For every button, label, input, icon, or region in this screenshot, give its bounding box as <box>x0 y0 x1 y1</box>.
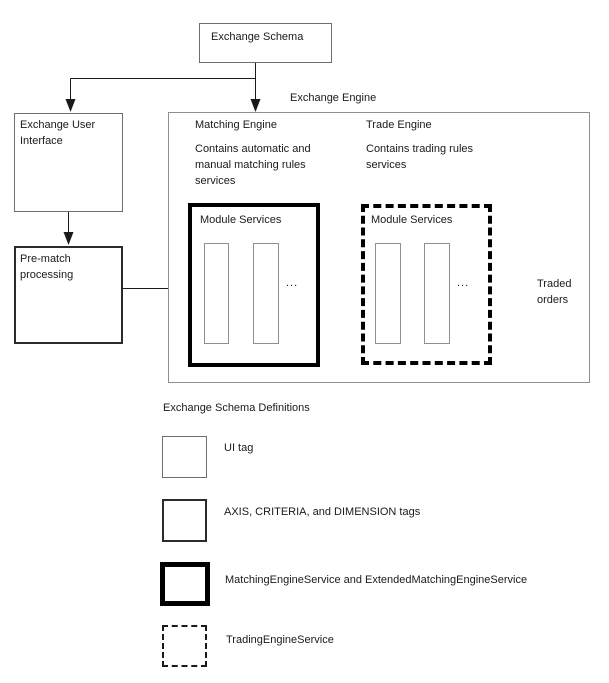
legend-swatch-matching-engine-service <box>160 562 210 606</box>
trade-ellipsis: ... <box>457 277 470 289</box>
matching-service-rect-1 <box>204 243 229 344</box>
matching-ellipsis: ... <box>286 277 299 289</box>
exchange-schema-label: Exchange Schema <box>211 31 304 43</box>
legend-swatch-axis-criteria-dimension <box>162 499 207 542</box>
trade-engine-title: Trade Engine <box>366 119 432 131</box>
legend-label-trading-engine-service: TradingEngineService <box>226 634 334 646</box>
legend-label-axis-criteria-dimension: AXIS, CRITERIA, and DIMENSION tags <box>224 506 421 518</box>
exchange-engine-label: Exchange Engine <box>290 92 377 104</box>
legend-label-ui-tag: UI tag <box>224 442 254 454</box>
arrowhead-to-prematch <box>64 232 74 245</box>
exchange-user-interface-label: Exchange User Interface <box>20 119 96 147</box>
legend-title: Exchange Schema Definitions <box>163 402 310 414</box>
trade-engine-description: Contains trading rules services <box>366 143 474 171</box>
arrowhead-to-engine <box>251 99 261 112</box>
legend-swatch-trading-engine-service <box>162 625 207 667</box>
legend-swatch-ui-tag <box>162 436 207 478</box>
trade-service-rect-2 <box>424 243 450 344</box>
traded-orders-label: Traded orders <box>537 278 572 306</box>
matching-engine-description: Contains automatic and manual matching rules services <box>195 143 311 187</box>
arrowhead-to-eui <box>66 99 76 112</box>
trade-service-rect-1 <box>375 243 401 344</box>
trade-module-services-label: Module Services <box>371 214 453 226</box>
pre-match-box <box>14 246 123 344</box>
matching-service-rect-2 <box>253 243 279 344</box>
legend-label-matching-engine-service: MatchingEngineService and ExtendedMatchingEngineService <box>225 574 528 586</box>
matching-engine-title: Matching Engine <box>195 119 277 131</box>
exchange-schema-box <box>199 23 332 63</box>
pre-match-label: Pre-match processing <box>20 253 74 281</box>
matching-module-services-label: Module Services <box>200 214 282 226</box>
exchange-user-interface-box <box>14 113 123 212</box>
